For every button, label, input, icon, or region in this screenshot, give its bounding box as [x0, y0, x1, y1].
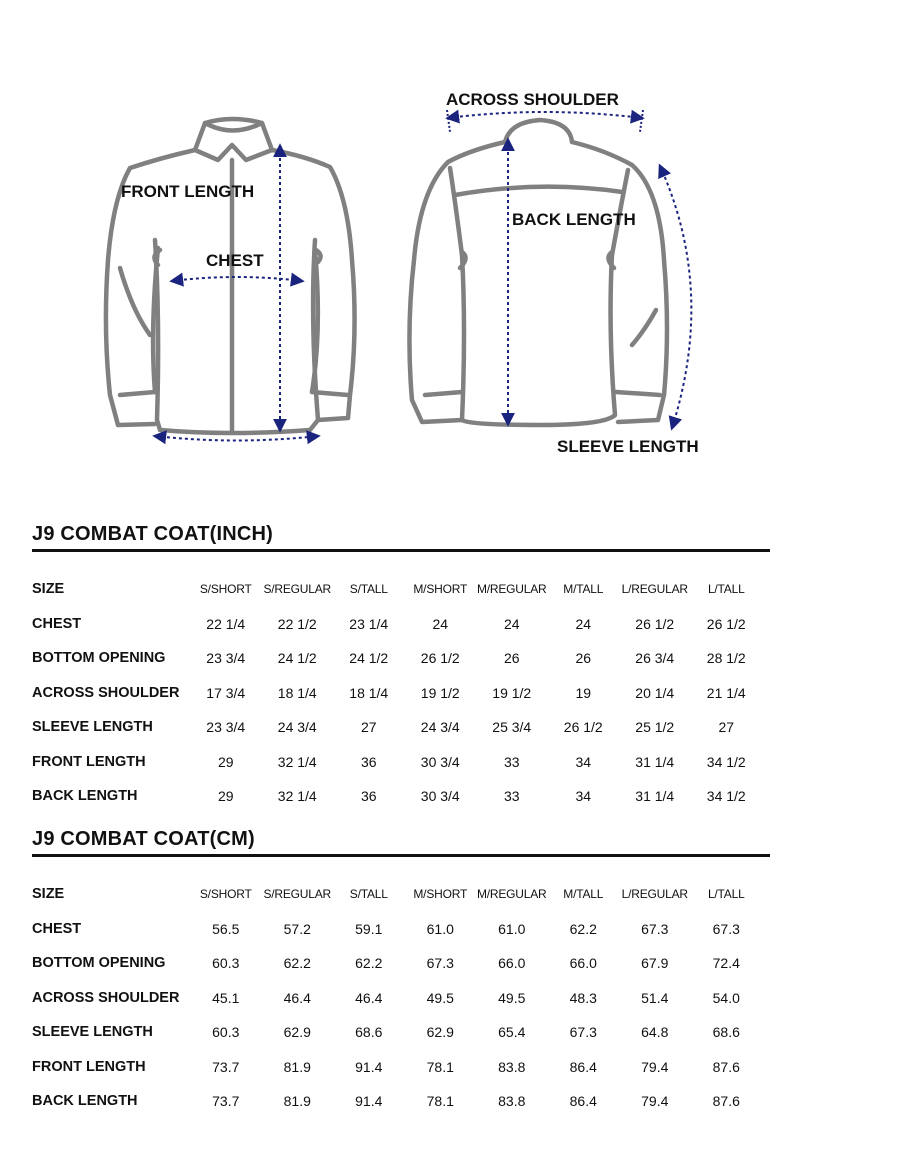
table-cell: 32 1/4: [277, 788, 317, 805]
row-label: SLEEVE LENGTH: [32, 1024, 153, 1041]
table-cell: 24 3/4: [420, 719, 460, 736]
table-cell: 18 1/4: [349, 684, 389, 701]
table-cell: 32 1/4: [277, 753, 317, 770]
table-cell: 19 1/2: [420, 684, 460, 701]
table-cell: 34 1/2: [706, 788, 746, 805]
column-header: L/REGULAR: [621, 582, 688, 597]
table-cell: 86.4: [569, 1093, 597, 1110]
table-row: [32, 1015, 762, 1050]
table-cell: 49.5: [426, 989, 454, 1006]
column-header: L/TALL: [707, 887, 745, 902]
table-cell: 24: [432, 615, 449, 632]
table-cell: 54.0: [712, 989, 740, 1006]
section-title: J9 COMBAT COAT(INCH): [32, 523, 274, 545]
column-header: S/REGULAR: [263, 582, 332, 597]
table-cell: 27: [718, 719, 735, 736]
row-label: CHEST: [32, 920, 82, 937]
table-cell: 83.8: [498, 1093, 526, 1110]
table-cell: 67.3: [712, 920, 740, 937]
row-label: BACK LENGTH: [32, 788, 138, 805]
table-cell: 60.3: [212, 955, 240, 972]
table-cell: 65.4: [498, 1024, 526, 1041]
table-cell: 83.8: [498, 1058, 526, 1075]
across-shoulder-arrow: [448, 112, 642, 118]
table-cell: 24 3/4: [277, 719, 317, 736]
table-cell: 30 3/4: [420, 788, 460, 805]
table-cell: 81.9: [283, 1093, 311, 1110]
table-cell: 79.4: [641, 1093, 669, 1110]
divider: [32, 854, 770, 857]
column-header: M/TALL: [563, 582, 604, 597]
table-cell: 59.1: [355, 920, 383, 937]
table-cell: 62.2: [283, 955, 311, 972]
column-header: S/TALL: [349, 887, 388, 902]
table-cell: 26 1/2: [635, 615, 675, 632]
table-cell: 91.4: [355, 1058, 383, 1075]
table-cell: 27: [360, 719, 377, 736]
table-cell: 64.8: [641, 1024, 669, 1041]
row-label: BACK LENGTH: [32, 1093, 138, 1110]
table-cell: 78.1: [426, 1058, 454, 1075]
table-cell: 20 1/4: [635, 684, 675, 701]
table-cell: 31 1/4: [635, 788, 675, 805]
table-cell: 19: [575, 684, 592, 701]
table-row: [32, 676, 762, 711]
size-table-section-inch: [32, 521, 770, 814]
table-row: [32, 745, 762, 780]
table-row: [32, 981, 762, 1016]
table-cell: 46.4: [355, 989, 383, 1006]
row-label: FRONT LENGTH: [32, 1058, 146, 1075]
back-length-label: BACK LENGTH: [512, 210, 636, 229]
table-cell: 68.6: [712, 1024, 740, 1041]
table-cell: 79.4: [641, 1058, 669, 1075]
size-table-section-cm: [32, 826, 770, 1119]
table-cell: 24: [575, 615, 592, 632]
row-label: ACROSS SHOULDER: [32, 989, 180, 1006]
table-cell: 26 3/4: [635, 650, 675, 667]
table-cell: 23 3/4: [206, 719, 246, 736]
front-length-label: FRONT LENGTH: [121, 182, 255, 201]
table-cell: 31 1/4: [635, 753, 675, 770]
table-cell: 34 1/2: [706, 753, 746, 770]
row-label: CHEST: [32, 615, 82, 632]
column-header: S/SHORT: [199, 582, 252, 597]
table-cell: 23 3/4: [206, 650, 246, 667]
table-cell: 34: [575, 753, 592, 770]
table-cell: 66.0: [498, 955, 526, 972]
table-cell: 18 1/4: [277, 684, 317, 701]
table-header-row: [32, 877, 762, 912]
row-label: BOTTOM OPENING: [32, 650, 166, 667]
front-shirt-outline: [106, 119, 355, 433]
table-cell: 29: [217, 788, 234, 805]
table-cell: 25 3/4: [492, 719, 532, 736]
table-cell: 26: [575, 650, 592, 667]
table-cell: 62.9: [283, 1024, 311, 1041]
header-label: SIZE: [32, 581, 65, 598]
table-cell: 22 1/4: [206, 615, 246, 632]
column-header: M/REGULAR: [476, 582, 547, 597]
table-cell: 60.3: [212, 1024, 240, 1041]
table-cell: 28 1/2: [706, 650, 746, 667]
table-cell: 57.2: [283, 920, 311, 937]
table-cell: 24 1/2: [349, 650, 389, 667]
table-row: [32, 779, 762, 814]
table-cell: 72.4: [712, 955, 740, 972]
table-cell: 34: [575, 788, 592, 805]
table-row: [32, 710, 762, 745]
table-cell: 86.4: [569, 1058, 597, 1075]
back-shirt-outline: [409, 120, 667, 425]
table-cell: 56.5: [212, 920, 240, 937]
row-label: ACROSS SHOULDER: [32, 684, 180, 701]
across-shoulder-label: ACROSS SHOULDER: [446, 90, 619, 109]
row-label: FRONT LENGTH: [32, 753, 146, 770]
table-cell: 33: [503, 788, 520, 805]
chest-label: CHEST: [206, 251, 264, 270]
table-row: [32, 1084, 762, 1119]
table-cell: 67.3: [641, 920, 669, 937]
table-row: [32, 1050, 762, 1085]
divider: [32, 549, 770, 552]
table-cell: 62.9: [426, 1024, 454, 1041]
table-cell: 67.9: [641, 955, 669, 972]
table-cell: 24: [503, 615, 520, 632]
table-cell: 87.6: [712, 1093, 740, 1110]
column-header: M/SHORT: [413, 582, 468, 597]
table-cell: 87.6: [712, 1058, 740, 1075]
header-label: SIZE: [32, 886, 65, 903]
column-header: M/TALL: [563, 887, 604, 902]
table-cell: 62.2: [355, 955, 383, 972]
sleeve-length-label: SLEEVE LENGTH: [557, 437, 699, 456]
column-header: L/REGULAR: [621, 887, 688, 902]
table-cell: 26 1/2: [706, 615, 746, 632]
column-header: S/REGULAR: [263, 887, 332, 902]
table-cell: 73.7: [212, 1058, 240, 1075]
size-table: [32, 877, 762, 1119]
table-cell: 26 1/2: [420, 650, 460, 667]
table-cell: 21 1/4: [706, 684, 746, 701]
table-cell: 26 1/2: [563, 719, 603, 736]
table-cell: 48.3: [569, 989, 597, 1006]
column-header: M/REGULAR: [476, 887, 547, 902]
table-cell: 66.0: [569, 955, 597, 972]
table-row: [32, 607, 762, 642]
table-cell: 51.4: [641, 989, 669, 1006]
table-cell: 91.4: [355, 1093, 383, 1110]
table-row: [32, 946, 762, 981]
table-cell: 25 1/2: [635, 719, 675, 736]
table-cell: 17 3/4: [206, 684, 246, 701]
table-cell: 30 3/4: [420, 753, 460, 770]
column-header: M/SHORT: [413, 887, 468, 902]
table-cell: 78.1: [426, 1093, 454, 1110]
table-cell: 24 1/2: [277, 650, 317, 667]
column-header: S/SHORT: [199, 887, 252, 902]
row-label: SLEEVE LENGTH: [32, 719, 153, 736]
table-cell: 62.2: [569, 920, 597, 937]
table-cell: 23 1/4: [349, 615, 389, 632]
table-cell: 45.1: [212, 989, 240, 1006]
table-cell: 26: [503, 650, 520, 667]
table-cell: 67.3: [426, 955, 454, 972]
table-cell: 22 1/2: [277, 615, 317, 632]
table-cell: 36: [360, 788, 377, 805]
table-cell: 46.4: [283, 989, 311, 1006]
table-cell: 33: [503, 753, 520, 770]
size-table: [32, 572, 762, 814]
chest-arrow: [172, 277, 302, 281]
table-cell: 29: [217, 753, 234, 770]
table-cell: 81.9: [283, 1058, 311, 1075]
bottom-opening-arrow: [155, 436, 318, 441]
table-cell: 73.7: [212, 1093, 240, 1110]
table-cell: 36: [360, 753, 377, 770]
column-header: S/TALL: [349, 582, 388, 597]
garment-measurement-diagram: [0, 0, 898, 480]
table-cell: 67.3: [569, 1024, 597, 1041]
section-title: J9 COMBAT COAT(CM): [32, 828, 255, 850]
row-label: BOTTOM OPENING: [32, 955, 166, 972]
table-row: [32, 641, 762, 676]
column-header: L/TALL: [707, 582, 745, 597]
table-cell: 61.0: [426, 920, 454, 937]
table-cell: 68.6: [355, 1024, 383, 1041]
table-header-row: [32, 572, 762, 607]
table-cell: 19 1/2: [492, 684, 532, 701]
table-cell: 61.0: [498, 920, 526, 937]
table-cell: 49.5: [498, 989, 526, 1006]
table-row: [32, 912, 762, 947]
